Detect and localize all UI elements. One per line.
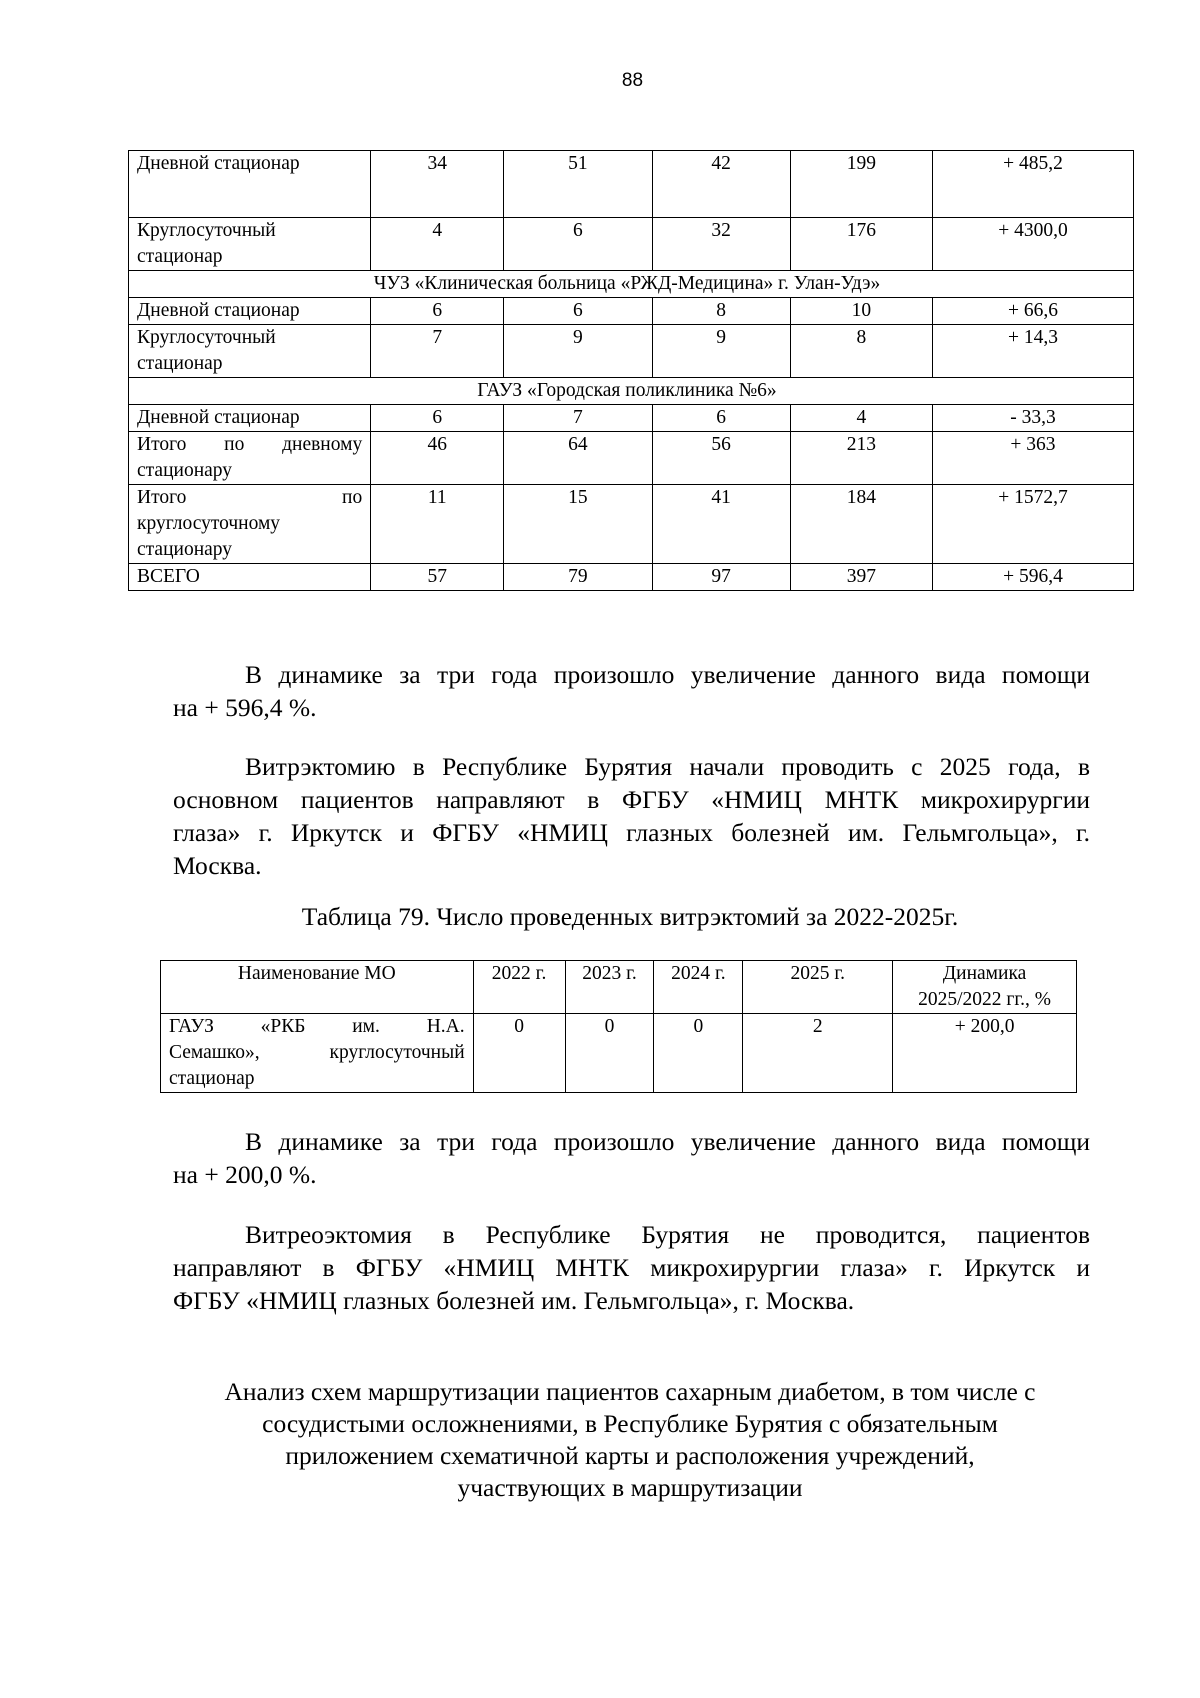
paragraph-line: Витрэктомию в Республике Бурятия начали проводить с 2025 года, в xyxy=(245,752,1090,781)
label-line: ГАУЗ «РКБ им. Н.А. xyxy=(169,1016,465,1037)
value-cell: 64 xyxy=(504,432,652,485)
row-label-cell xyxy=(129,485,371,564)
value-cell: 7 xyxy=(504,405,652,432)
value-cell: 6 xyxy=(504,218,652,271)
value-cell: 176 xyxy=(790,218,932,271)
header-cell: Динамика 2025/2022 гг., % xyxy=(893,961,1077,1014)
row-label-cell xyxy=(129,405,371,432)
header-cell: 2025 г. xyxy=(743,961,893,1014)
value-cell: - 33,3 xyxy=(932,405,1133,432)
value-cell: 6 xyxy=(652,405,790,432)
page-number: 88 xyxy=(621,70,644,91)
label-line: стационару xyxy=(137,539,233,560)
value-cell: + 14,3 xyxy=(932,325,1133,378)
header-cell: 2022 г. xyxy=(473,961,565,1014)
value-cell: 42 xyxy=(652,151,790,218)
row-label-cell xyxy=(129,432,371,485)
value-cell: 46 xyxy=(371,432,504,485)
paragraph-dynamics-1 xyxy=(173,658,1090,724)
value-cell: 79 xyxy=(504,564,652,591)
paragraph-line: В динамике за три года произошло увеличение данного вида помощи xyxy=(245,1127,1090,1156)
heading-line: приложением схематичной карты и расположения учреждений, xyxy=(285,1441,975,1470)
value-cell: 6 xyxy=(504,298,652,325)
value-cell: + 485,2 xyxy=(932,151,1133,218)
value-cell: 4 xyxy=(371,218,504,271)
row-label-cell xyxy=(129,151,371,218)
paragraph-line: направляют в ФГБУ «НМИЦ МНТК микрохирургии глаза» г. Иркутск и xyxy=(173,1253,1090,1282)
label-line: стационар xyxy=(169,1068,255,1089)
value-cell: 6 xyxy=(371,405,504,432)
value-cell: 213 xyxy=(790,432,932,485)
table-row xyxy=(129,151,1134,218)
value-cell: 41 xyxy=(652,485,790,564)
paragraph-vitrectomy xyxy=(173,750,1090,882)
value-cell: 9 xyxy=(652,325,790,378)
value-cell: + 1572,7 xyxy=(932,485,1133,564)
label-line: Семашко», круглосуточный xyxy=(169,1042,465,1063)
value-cell: + 363 xyxy=(932,432,1133,485)
paragraph-line: основном пациентов направляют в ФГБУ «НМИЦ МНТК микрохирургии xyxy=(173,785,1090,814)
paragraph-vitreoectomy xyxy=(173,1218,1090,1317)
row-label-cell xyxy=(129,218,371,271)
value-cell: 11 xyxy=(371,485,504,564)
label-line: стационару xyxy=(137,460,233,481)
paragraph-dynamics-2 xyxy=(173,1125,1090,1191)
value-cell: 397 xyxy=(790,564,932,591)
table-79-caption: Таблица 79. Число проведенных витрэктомий за 2022-2025г. xyxy=(301,902,959,931)
header-cell: 2024 г. xyxy=(654,961,743,1014)
value-cell: 2 xyxy=(743,1014,893,1093)
value-cell: 8 xyxy=(790,325,932,378)
paragraph-line: на + 596,4 %. xyxy=(173,693,317,722)
header-cell: 2023 г. xyxy=(565,961,654,1014)
table-row xyxy=(129,218,1134,271)
heading-line: Анализ схем маршрутизации пациентов сахарным диабетом, в том числе с xyxy=(224,1377,1036,1406)
value-cell: 56 xyxy=(652,432,790,485)
vitrectomy-table xyxy=(160,960,1077,1093)
table-row xyxy=(129,325,1134,378)
section-row xyxy=(129,378,1134,405)
value-cell: 32 xyxy=(652,218,790,271)
heading-line: сосудистыми осложнениями, в Республике Бурятия с обязательным xyxy=(262,1409,998,1438)
value-cell: 4 xyxy=(790,405,932,432)
section-title: ГАУЗ «Городская поликлиника №6» xyxy=(129,378,1134,405)
value-cell: 6 xyxy=(371,298,504,325)
value-cell: 51 xyxy=(504,151,652,218)
paragraph-line: глаза» г. Иркутск и ФГБУ «НМИЦ глазных болезней им. Гельмгольца», г. xyxy=(173,818,1090,847)
stationary-care-table xyxy=(128,150,1134,591)
row-label-cell xyxy=(161,1014,474,1093)
section-row xyxy=(129,271,1134,298)
paragraph-line: Москва. xyxy=(173,851,262,880)
label-line: стационар xyxy=(137,246,223,267)
table-row xyxy=(129,564,1134,591)
table-row xyxy=(129,298,1134,325)
value-cell: 97 xyxy=(652,564,790,591)
label-line: Дневной стационар xyxy=(137,153,300,174)
value-cell: 0 xyxy=(565,1014,654,1093)
value-cell: + 200,0 xyxy=(893,1014,1077,1093)
value-cell: 34 xyxy=(371,151,504,218)
value-cell: + 66,6 xyxy=(932,298,1133,325)
label-line: Итого по дневному xyxy=(137,434,363,455)
section-title: ЧУЗ «Клиническая больница «РЖД-Медицина» г. Улан-Удэ» xyxy=(129,271,1134,298)
row-label-cell xyxy=(129,564,371,591)
value-cell: 199 xyxy=(790,151,932,218)
label-line: ВСЕГО xyxy=(137,566,200,587)
value-cell: 184 xyxy=(790,485,932,564)
table-header-row xyxy=(161,961,1077,1014)
value-cell: 7 xyxy=(371,325,504,378)
table-row xyxy=(161,1014,1077,1093)
paragraph-line: на + 200,0 %. xyxy=(173,1160,317,1189)
paragraph-line: В динамике за три года произошло увеличение данного вида помощи xyxy=(245,660,1090,689)
value-cell: 15 xyxy=(504,485,652,564)
value-cell: + 596,4 xyxy=(932,564,1133,591)
label-line: Дневной стационар xyxy=(137,407,300,428)
table-row xyxy=(129,432,1134,485)
label-line: Круглосуточный xyxy=(137,220,276,241)
paragraph-line: ФГБУ «НМИЦ глазных болезней им. Гельмгольца», г. Москва. xyxy=(173,1286,855,1315)
paragraph-line: Витреоэктомия в Республике Бурятия не проводится, пациентов xyxy=(245,1220,1090,1249)
value-cell: 57 xyxy=(371,564,504,591)
label-line: Дневной стационар xyxy=(137,300,300,321)
value-cell: 0 xyxy=(473,1014,565,1093)
section-heading xyxy=(150,1376,1110,1504)
value-cell: + 4300,0 xyxy=(932,218,1133,271)
value-cell: 10 xyxy=(790,298,932,325)
value-cell: 0 xyxy=(654,1014,743,1093)
label-line: стационар xyxy=(137,353,223,374)
value-cell: 8 xyxy=(652,298,790,325)
label-line: Круглосуточный xyxy=(137,327,276,348)
table-row xyxy=(129,405,1134,432)
row-label-cell xyxy=(129,325,371,378)
row-label-cell xyxy=(129,298,371,325)
header-cell: Наименование МО xyxy=(161,961,474,1014)
label-line: круглосуточному xyxy=(137,513,281,534)
label-line: Итого по xyxy=(137,487,363,508)
value-cell: 9 xyxy=(504,325,652,378)
heading-line: участвующих в маршрутизации xyxy=(457,1473,803,1502)
table-row xyxy=(129,485,1134,564)
